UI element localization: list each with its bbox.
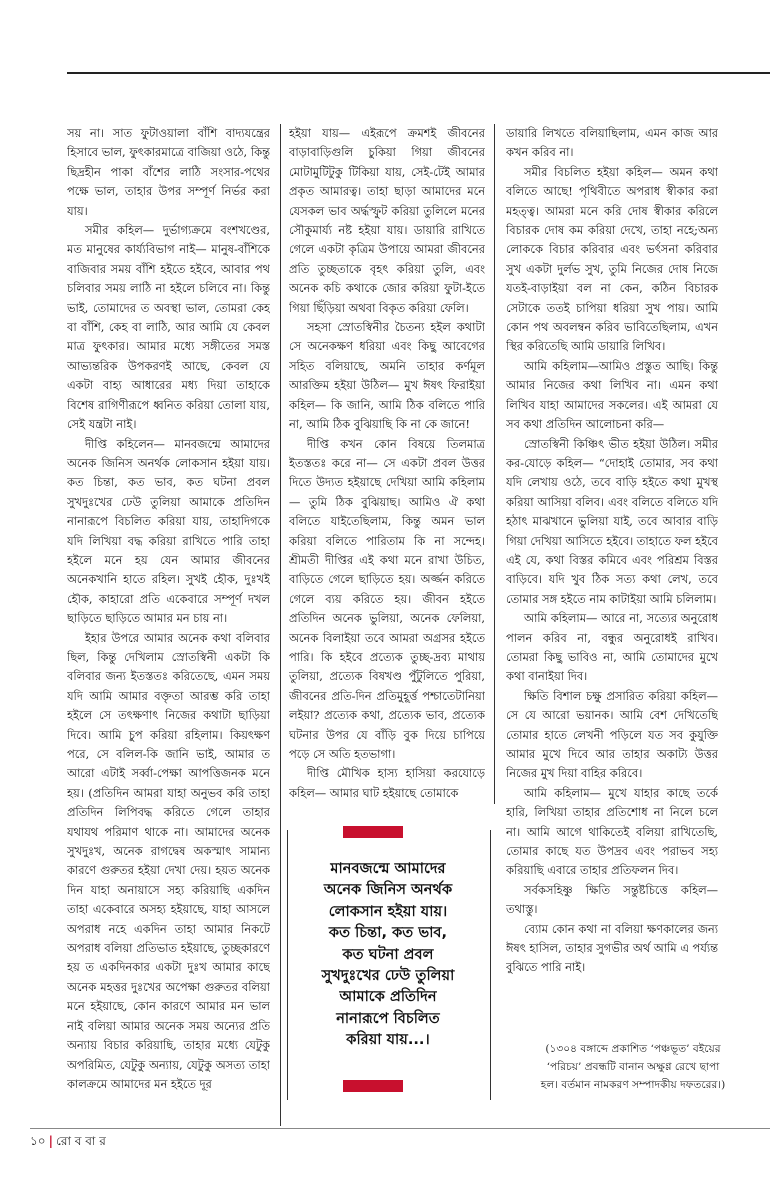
pull-quote-bottom-bar [343,1080,403,1092]
pull-quote-line: কত চিন্তা, কত ভাব, [328,924,448,942]
article-column-2 [289,124,485,804]
pull-quote-line: আমাকে প্রতিদিন [339,988,437,1006]
source-note [523,1040,743,1094]
paragraph: সমীর বিচলিত হইয়া কহিল— অমন কথা বলিতে আছে! পৃথিবীতে অপরাধ স্বীকার করা মহত্ত্ব। আমরা মনে করি দোষ স্বীকার করিলে বিচারক দোষ কম করিয়া দেখে, তাহা নহে;অন্য লোককে বিচার করিবার এবং ভর্ৎসনা করিবার সুখ একটা দুর্লভ সুখ, তুমি নিজের দোষ নিজে যতই-বাড়াইয়া বল না কেন, কঠিন বিচারক সেটাকে ততই চাপিয়া ধরিয়া সুখ পায়। আমি কোন পথ অবলম্বন করিব ভাবিতেছিলাম, এখন স্থির করিতেছি আমি ডায়ারি লিখিব। [506,164,718,354]
pull-quote-line: নানারূপে বিচলিত [336,1009,440,1027]
column-divider [280,124,281,1126]
paragraph: সহসা স্রোতস্বিনীর চৈতন্য হইল কথাটা সে অনেকক্ষণ ধরিয়া এবং কিছু আবেগের সহিত বলিয়াছে, অমনি তাহার কর্ণমূল আরক্তিম হইয়া উঠিল— মুখ ঈষৎ ফিরাইয়া কহিল— কি জানি, আমি ঠিক বলিতে পারি না, আমি ঠিক বুঝিয়াছি কি না কে জানে! [289,320,485,432]
paragraph: আমি কহিলাম— মুখে যাহার কাছে তর্কে হারি, লিখিয়া তাহার প্রতিশোধ না নিলে চলে না। আমি আগে থাকিতেই বলিয়া রাখিতেছি, তোমার কাছে যত উপদ্রব এবং পরাভব সহ্য করিয়াছি এবারে তাহার প্রতিফলন দিব। [506,785,718,878]
source-note-line: (১৩০৪ বঙ্গাব্দে প্রকাশিত ‘পঞ্চভূত’ বইয়ের [545,1043,721,1055]
source-note-line: ‘পরিচয়’ প্রবন্ধটি বানান অক্ষুণ্ণ রেখে ছাপা [546,1061,720,1073]
paragraph: ব্যোম কোন কথা না বলিয়া ক্ষণকালের জন্য ঈষৎ হাসিল, তাহার সুগভীর অর্থ আমি এ পর্য্যন্ত বুঝিতে পারি নাই। [506,921,718,975]
page-number: ১০ [30,1134,46,1148]
paragraph: সমীর কহিল— দুর্ভাগ্যক্রমে বংশখণ্ডের, মত মানুষের কার্য্যবিভাগ নাই— মানুষ-বাঁশিকে বাজিবার সময় বাঁশি হইতে হইবে, আবার পথ চলিবার সময় লাঠি না হইলে চলিবে না। কিন্তু ভাই, তোমাদের ত অবস্থা ভাল, তোমরা কেহ বা বাঁশি, কেহ বা লাঠি, আর আমি যে কেবল মাত্র ফুৎকার। আমার মধ্যে সঙ্গীতের সমস্ত আভ্যন্তরিক উপকরণই আছে, কেবল যে একটা বাহ্য আধারের মধ্য দিয়া তাহাকে বিশেষ রাগিণীরূপে ধ্বনিত করিয়া তোলা যায়, সেই যন্ত্রটা নাই। [67,223,270,432]
paragraph: দীপ্তি কখন কোন বিষয়ে তিলমাত্র ইতস্ততঃ করে না— সে একটা প্রবল উত্তর দিতে উদ্যত হইয়াছে দেখিয়া আমি কহিলাম— তুমি ঠিক বুঝিয়াছ। আমিও ঐ কথা বলিতে যাইতেছিলাম, কিন্তু অমন ভাল করিয়া বলিতে পারিতাম কি না সন্দেহ। শ্রীমতী দীপ্তির এই কথা মনে রাখা উচিত, বাড়িতে গেলে ছাড়িতে হয়। অর্জ্জন করিতে গেলে ব্যয় করিতে হয়। জীবন হইতে প্রতিদিন অনেক ভুলিয়া, অনেক ফেলিয়া, অনেক বিলাইয়া তবে আমরা অগ্রসর হইতে পারি। কি হইবে প্রত্যেক তুচ্ছ-দ্রব্য মাথায় তুলিয়া, প্রত্যেক বিষখণ্ড পুঁটুলিতে পুরিয়া, জীবনের প্রতি-দিন প্রতিমুহূর্ত্ত পশ্চাতেটানিয়া লইয়া? প্রত্যেক কথা, প্রত্যেক ভাব, প্রত্যেক ঘটনার উপর যে বাঁড়ি বুক দিয়ে চাপিয়ে পড়ে সে অতি হতভাগা। [289,436,485,761]
paragraph: ক্ষিতি বিশাল চক্ষু প্রসারিত করিয়া কহিল— সে যে আরো ভয়ানক। আমি বেশ দেখিতেছি তোমার হাতে লেখনী পড়িলে যত সব কুযুক্তি আমার মুখে দিবে আর তাহার অকাট্য উত্তর নিজের মুখ দিয়া বাহির করিবে। [506,688,718,781]
page-folio [30,1131,106,1151]
paragraph: আমি কহিলাম—আমিও প্রস্তুত আছি। কিন্তু আমার নিজের কথা লিখিব না। এমন কথা লিখিব যাহা আমাদের সকলের। এই আমরা যে সব কথা প্রতিদিন আলোচনা করি— [506,358,718,432]
paragraph: স্রোতস্বিনী কিঞ্চিৎ ভীত হইয়া উঠিল। সমীর কর-যোড়ে কহিল— “দোহাই তোমার, সব কথা যদি লেখায় ওঠে, তবে বাড়ি হইতে কথা মুখস্থ করিয়া আসিয়া বলিব। এবং বলিতে বলিতে যদি হঠাৎ মাঝখানে ভুলিয়া যাই, তবে আবার বাড়ি গিয়া দেখিয়া আসিতে হইবে। তাহাতে ফল হইবে এই যে, কথা বিস্তর কমিবে এবং পরিশ্রম বিস্তর বাড়িবে। যদি খুব ঠিক সত্য কথা লেখ, তবে তোমার সঙ্গ হইতে নাম কাটাইয়া আমি চলিলাম। [506,436,718,606]
folio-separator: | [48,1134,53,1148]
pull-quote-line: কত ঘটনা প্রবল [342,945,434,963]
magazine-name: রো ব বা র [55,1134,106,1148]
paragraph: আমি কহিলাম— আরে না, সত্যের অনুরোধ পালন করিব না, বন্ধুর অনুরোধই রাখিব। তোমরা কিছু ভাবিও না, আমি তোমাদের মুখে কথা বানাইয়া দিব। [506,611,718,684]
article-column-1 [67,124,270,1126]
paragraph: হইয়া যায়— এইরূপে ক্রমশই জীবনের বাড়াবাড়িগুলি চুকিয়া গিয়া জীবনের মোটামুটিটুকু টিকিয়া যায়, সেই-টেই আমার প্রকৃত আমারত্ব। তাহা ছাড়া আমাদের মনে যেসকল ভাব অর্দ্ধস্ফুট করিয়া তুলিলে মনের সৌকুমার্য্য নষ্ট হইয়া যায়। ডায়ারি রাখিতে গেলে একটা কৃত্রিম উপায়ে আমরা জীবনের প্রতি তুচ্ছতাকে বৃহৎ করিয়া তুলি, এবং অনেক কচি কথাকে জোর করিয়া ফুটা-ইতে গিয়া ছিঁড়িয়া অথবা বিকৃত করিয়া ফেলি। [289,126,485,315]
pull-quote-line: মানবজন্মে আমাদের [330,860,446,877]
paragraph: ডায়ারি লিখতে বলিয়াছিলাম, এমন কাজ আর কখন করিব না। [506,126,718,160]
paragraph: ইহার উপরে আমার অনেক কথা বলিবার ছিল, কিন্তু দেখিলাম স্রোতস্বিনী একটা কি বলিবার জন্য ইতস্ততঃ করিতেছে, এমন সময় যদি আমি আমার বক্তৃতা আরম্ভ করি তাহা হইলে সে তৎক্ষণাৎ নিজের কথাটা ছাড়িয়া দিবে। আমি চুপ করিয়া রহিলাম। কিয়ৎক্ষণ পরে, সে বলিল-কি জানি ভাই, আমার ত আরো এটাই সর্ব্বা-পেক্ষা আপত্তিজনক মনে হয়। (প্রতিদিন আমরা যাহা অনুভব করি তাহা প্রতিদিন লিপিবদ্ধ করিতে গেলে তাহার যথাযথ পরিমাণ থাকে না। আমাদের অনেক সুখদুঃখ, অনেক রাগদ্বেষ অকস্মাৎ সামান্য কারণে গুরুতর হইয়া দেখা দেয়। হয়ত অনেক দিন যাহা অনায়াসে সহ্য করিয়াছি একদিন তাহা একেবারে অসহ্য হইয়াছে, যাহা আসলে অপরাধ নহে একদিন তাহা আমার নিকটে অপরাধ বলিয়া প্রতিভাত হইয়াছে, তুচ্ছকারণে হয় ত একদিনকার একটা দুঃখ আমার কাছে অনেক মহত্তর দুঃখের অপেক্ষা গুরুতর বলিয়া মনে হইয়াছে, কোন কারণে আমার মন ভাল নাই বলিয়া আমার অনেক সময় অন্যের প্রতি অন্যায় বিচার করিয়াছি, তাহার মধ্যে যেটুকু অপরিমিত, যেটুকু অন্যায়, যেটুকু অসত্য তাহা কালক্রমে আমাদের মন হইতে দূর [67,630,270,1091]
paragraph: সয় না। সাত ফুটাওয়ালা বাঁশি বাদ্যযন্ত্রের হিসাবে ভাল, ফুৎকারমাত্রে বাজিয়া ওঠে, কিন্তু ছিদ্রহীন পাকা বাঁশের লাঠি সংসার-পথের পক্ষে ভাল, তাহার উপর সম্পূর্ণ নির্ভর করা যায়। [67,126,270,218]
pull-quote-line: অনেক জিনিস অনর্থক [323,881,453,899]
column-divider [494,124,495,804]
pull-quote-line: করিয়া যায়...। [346,1031,430,1049]
pull-quote-line: সুখদুঃখের ঢেউ তুলিয়া [321,967,455,985]
pull-quote-rule-left [287,830,288,1100]
source-note-line: হল। বর্তমান নামকরণ সম্পাদকীয় দফতরের।) [540,1079,726,1091]
pull-quote-line: লোকসান হইয়া যায়। [328,902,448,920]
footer-rule [30,1128,770,1129]
top-rule [67,72,770,74]
paragraph: দীপ্তি মৌখিক হাস্য হাসিয়া করযোড়ে কহিল— আমার ঘাট হইয়াছে তোমাকে [289,766,485,800]
article-column-3 [506,124,718,1034]
pull-quote [300,858,476,1058]
pull-quote-top-bar [343,826,403,838]
pull-quote-rule-right [490,830,491,1100]
paragraph: দীপ্তি কহিলেন— মানবজন্মে আমাদের অনেক জিনিস অনর্থক লোকসান হইয়া যায়। কত চিন্তা, কত ভাব, কত ঘটনা প্রবল সুখদুঃখের ঢেউ তুলিয়া আমাকে প্রতিদিন নানারূপে বিচলিত করিয়া যায়, তাহাদিগকে যদি লিখিয়া বদ্ধ করিয়া রাখিতে পারি তাহা হইলে মনে হয় যেন আমার জীবনের অনেকখানি হাতে রহিল। সুখই হৌক, দুঃখই হৌক, কাহারো প্রতি একেবারে সম্পূর্ণ দখল ছাড়িতে ছাড়িতে আমার মন চায় না। [67,436,270,626]
paragraph: সর্বকসহিষ্ণু ক্ষিতি সন্তুষ্টচিত্তে কহিল—তথাস্তু। [506,882,718,917]
